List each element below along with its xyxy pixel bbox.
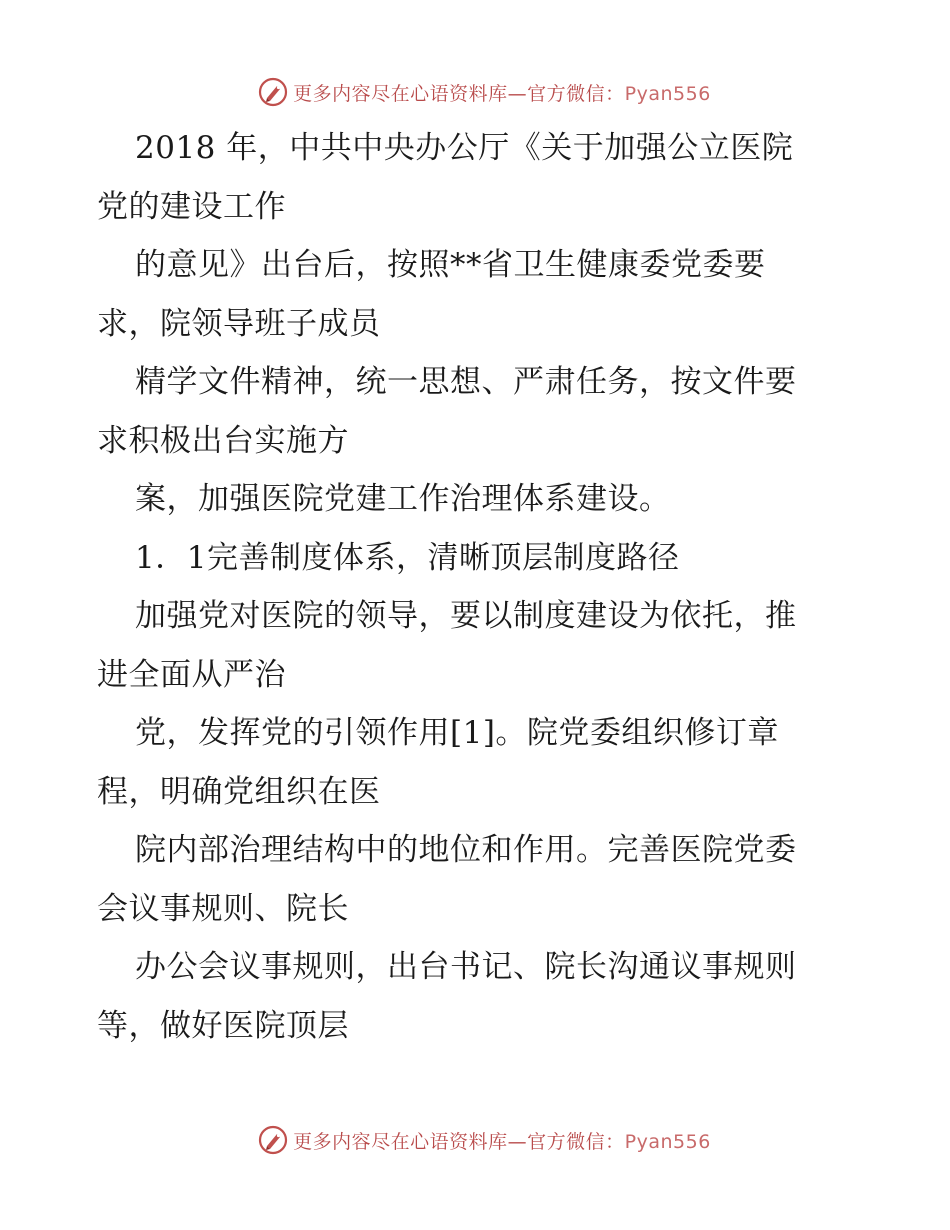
watermark-handle: Pyan556 xyxy=(624,1130,711,1153)
text-line: 进全面从严治 xyxy=(97,656,286,693)
text-line: 办公会议事规则，出台书记、院长沟通议事规则 xyxy=(135,949,797,985)
watermark-text xyxy=(293,1127,711,1154)
section-heading: 1．1完善制度体系，清晰顶层制度路径 xyxy=(135,539,680,576)
text-line: 2018 年，中共中央办公厅《关于加强公立医院 xyxy=(135,130,794,166)
text-line: 案，加强医院党建工作治理体系建设。 xyxy=(135,481,671,517)
text-line: 等，做好医院顶层 xyxy=(97,1007,349,1044)
text-line: 院内部治理结构中的地位和作用。完善医院党委 xyxy=(135,832,797,868)
pen-logo-icon xyxy=(257,1124,289,1156)
watermark-banner-bottom xyxy=(0,1120,950,1160)
text-line: 党，发挥党的引领作用[1]。院党委组织修订章 xyxy=(135,715,779,751)
text-line: 会议事规则、院长 xyxy=(97,890,349,927)
text-line: 党的建设工作 xyxy=(97,188,286,225)
pen-logo-icon xyxy=(257,76,289,108)
text-line: 程，明确党组织在医 xyxy=(97,773,381,810)
text-line: 求积极出台实施方 xyxy=(97,422,349,459)
watermark-text xyxy=(293,79,711,106)
text-line: 的意见》出台后，按照**省卫生健康委党委要 xyxy=(135,247,766,283)
watermark-site-text: 更多内容尽在心语资料库—官方微信： xyxy=(293,1130,625,1153)
document-body xyxy=(97,119,857,1055)
text-line: 求，院领导班子成员 xyxy=(97,305,381,342)
watermark-banner-top xyxy=(0,72,950,112)
watermark-handle: Pyan556 xyxy=(624,82,711,105)
text-line: 精学文件精神，统一思想、严肃任务，按文件要 xyxy=(135,364,797,400)
text-line: 加强党对医院的领导，要以制度建设为依托，推 xyxy=(135,598,797,634)
watermark-site-text: 更多内容尽在心语资料库—官方微信： xyxy=(293,82,625,105)
